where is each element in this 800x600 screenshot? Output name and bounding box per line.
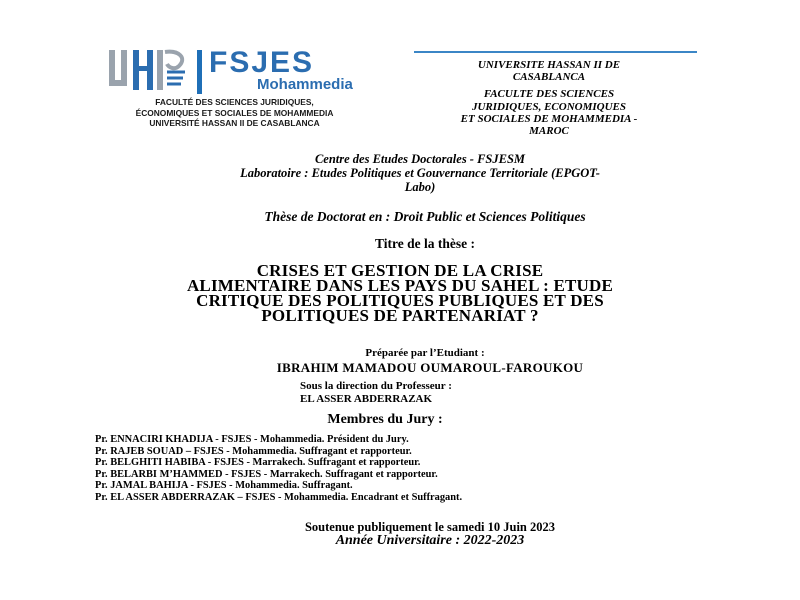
academic-year: Année Universitaire : 2022-2023: [335, 533, 525, 548]
defense-date: Soutenue publiquement le samedi 10 Juin 2023: [304, 520, 556, 534]
jury-member: Pr. BELARBI M’HAMMED - FSJES - Marrakech. Suffragant et rapporteur.: [95, 468, 438, 480]
thesis-title-line: CRITIQUE DES POLITIQUES PUBLIQUES ET DES: [196, 291, 604, 310]
jury-member: Pr. EL ASSER ABDERRAZAK – FSJES - Mohammedia. Encadrant et Suffragant.: [95, 491, 463, 503]
laboratory-line-end: Labo): [404, 180, 436, 194]
laboratory-line: Laboratoire : Etudes Politiques et Gouvernance Territoriale (EPGOT-: [240, 166, 600, 180]
faculty-line: MAROC: [529, 125, 569, 138]
logo-caption-line: UNIVERSITÉ HASSAN II DE CASABLANCA: [149, 118, 320, 128]
doctoral-centre: [140, 152, 700, 194]
thesis-type: Thèse de Doctorat en : Droit Public et Sciences Politiques: [264, 209, 586, 224]
institution-header: [420, 59, 678, 137]
logo-caption-line: ÉCONOMIQUES ET SOCIALES DE MOHAMMEDIA: [135, 107, 334, 118]
faculty-line: JURIDIQUES, ECONOMIQUES: [471, 100, 627, 113]
jury-member: Pr. RAJEB SOUAD – FSJES - Mohammedia. Suffragant et rapporteur.: [95, 445, 412, 457]
direction-label: Sous la direction du Professeur :: [300, 380, 452, 392]
jury-member: Pr. BELGHITI HABIBA - FSJES - Marrakech. Suffragant et rapporteur.: [95, 457, 421, 469]
jury-list: [95, 434, 735, 504]
thesis-title-line: CRISES ET GESTION DE LA CRISE: [256, 261, 544, 280]
jury-member: Pr. ENNACIRI KHADIJA - FSJES - Mohammedia. Président du Jury.: [95, 434, 409, 445]
logo-separator: [197, 50, 202, 94]
logo-city: Mohammedia: [257, 76, 353, 93]
jury-heading: Membres du Jury :: [327, 412, 443, 427]
jury-member: Pr. JAMAL BAHIJA - FSJES - Mohammedia. Suffragant.: [95, 480, 353, 492]
thesis-title: [85, 263, 715, 323]
supervision: [300, 380, 600, 405]
student-name: IBRAHIM MAMADOU OUMAROUL-FAROUKOU: [276, 360, 584, 375]
thesis-title-line: ALIMENTAIRE DANS LES PAYS DU SAHEL : ETUDE: [186, 276, 614, 295]
thesis-title-label: Titre de la thèse :: [375, 236, 475, 251]
university-line: CASABLANCA: [512, 71, 586, 84]
university-line: UNIVERSITE HASSAN II DE: [477, 59, 621, 71]
university-emblem-icon: [107, 46, 189, 94]
logo-caption-line: FACULTÉ DES SCIENCES JURIDIQUES,: [155, 97, 314, 107]
prepared-by-label: Préparée par l’Etudiant :: [365, 347, 485, 359]
faculty-line: ET SOCIALES DE MOHAMMEDIA -: [460, 112, 638, 125]
director-name: EL ASSER ABDERRAZAK: [300, 392, 433, 405]
logo-caption: [107, 97, 362, 129]
logo-name: FSJES: [209, 46, 315, 79]
faculty-line: FACULTE DES SCIENCES: [483, 88, 615, 101]
thesis-title-line: POLITIQUES DE PARTENARIAT ?: [261, 306, 539, 325]
faculty-logo: [107, 46, 367, 136]
centre-line: Centre des Etudes Doctorales - FSJESM: [314, 152, 526, 166]
header-rule: [414, 51, 697, 53]
